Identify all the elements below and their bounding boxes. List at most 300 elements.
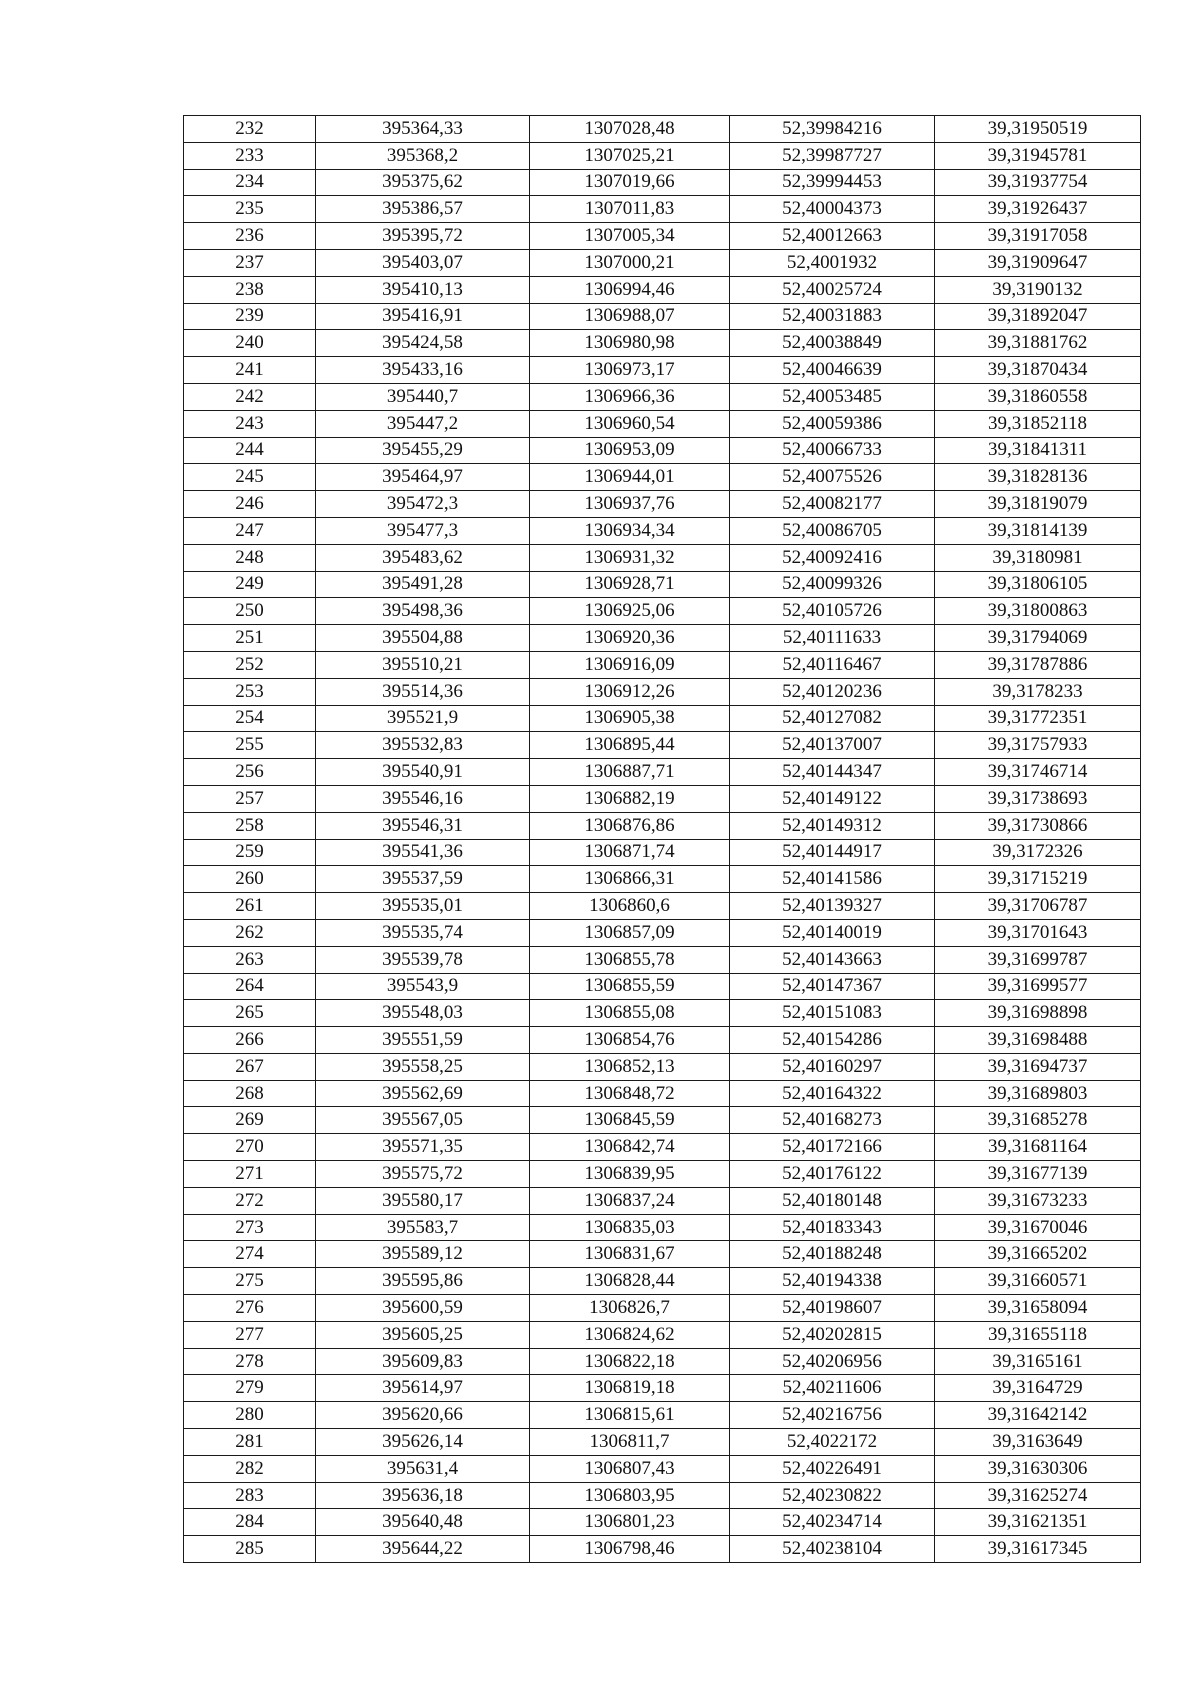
x-coordinate-cell: 395595,86 (316, 1268, 530, 1295)
longitude-cell: 39,31917058 (935, 223, 1141, 250)
latitude-cell: 52,40031883 (730, 303, 935, 330)
latitude-cell: 52,40151083 (730, 1000, 935, 1027)
y-coordinate-cell: 1306831,67 (530, 1241, 730, 1268)
latitude-cell: 52,40053485 (730, 383, 935, 410)
x-coordinate-cell: 395535,74 (316, 919, 530, 946)
longitude-cell: 39,31800863 (935, 598, 1141, 625)
latitude-cell: 52,40025724 (730, 276, 935, 303)
x-coordinate-cell: 395416,91 (316, 303, 530, 330)
y-coordinate-cell: 1306988,07 (530, 303, 730, 330)
point-number-cell: 245 (184, 464, 316, 491)
x-coordinate-cell: 395464,97 (316, 464, 530, 491)
y-coordinate-cell: 1307025,21 (530, 142, 730, 169)
x-coordinate-cell: 395521,9 (316, 705, 530, 732)
latitude-cell: 52,40160297 (730, 1053, 935, 1080)
y-coordinate-cell: 1306837,24 (530, 1187, 730, 1214)
point-number-cell: 284 (184, 1509, 316, 1536)
table-row (184, 1455, 1141, 1482)
point-number-cell: 249 (184, 571, 316, 598)
y-coordinate-cell: 1306803,95 (530, 1482, 730, 1509)
x-coordinate-cell: 395424,58 (316, 330, 530, 357)
longitude-cell: 39,31698898 (935, 1000, 1141, 1027)
table-row (184, 1429, 1141, 1456)
table-row (184, 1000, 1141, 1027)
longitude-cell: 39,31630306 (935, 1455, 1141, 1482)
longitude-cell: 39,31841311 (935, 437, 1141, 464)
x-coordinate-cell: 395498,36 (316, 598, 530, 625)
table-row (184, 1295, 1141, 1322)
latitude-cell: 52,40139327 (730, 893, 935, 920)
table-row (184, 249, 1141, 276)
y-coordinate-cell: 1306811,7 (530, 1429, 730, 1456)
latitude-cell: 52,40211606 (730, 1375, 935, 1402)
point-number-cell: 275 (184, 1268, 316, 1295)
latitude-cell: 52,39987727 (730, 142, 935, 169)
longitude-cell: 39,31685278 (935, 1107, 1141, 1134)
table-row (184, 1214, 1141, 1241)
table-row (184, 651, 1141, 678)
x-coordinate-cell: 395364,33 (316, 116, 530, 143)
x-coordinate-cell: 395567,05 (316, 1107, 530, 1134)
latitude-cell: 52,40147367 (730, 973, 935, 1000)
latitude-cell: 52,40046639 (730, 357, 935, 384)
table-row (184, 1348, 1141, 1375)
longitude-cell: 39,31860558 (935, 383, 1141, 410)
latitude-cell: 52,40154286 (730, 1027, 935, 1054)
y-coordinate-cell: 1306944,01 (530, 464, 730, 491)
y-coordinate-cell: 1306819,18 (530, 1375, 730, 1402)
y-coordinate-cell: 1306839,95 (530, 1161, 730, 1188)
point-number-cell: 261 (184, 893, 316, 920)
table-row (184, 732, 1141, 759)
y-coordinate-cell: 1306966,36 (530, 383, 730, 410)
table-row (184, 1080, 1141, 1107)
point-number-cell: 247 (184, 517, 316, 544)
latitude-cell: 52,40004373 (730, 196, 935, 223)
y-coordinate-cell: 1306835,03 (530, 1214, 730, 1241)
longitude-cell: 39,31694737 (935, 1053, 1141, 1080)
longitude-cell: 39,31655118 (935, 1321, 1141, 1348)
y-coordinate-cell: 1306876,86 (530, 812, 730, 839)
longitude-cell: 39,31677139 (935, 1161, 1141, 1188)
x-coordinate-cell: 395440,7 (316, 383, 530, 410)
table-row (184, 383, 1141, 410)
latitude-cell: 52,40137007 (730, 732, 935, 759)
y-coordinate-cell: 1306887,71 (530, 759, 730, 786)
x-coordinate-cell: 395447,2 (316, 410, 530, 437)
x-coordinate-cell: 395510,21 (316, 651, 530, 678)
point-number-cell: 234 (184, 169, 316, 196)
x-coordinate-cell: 395375,62 (316, 169, 530, 196)
longitude-cell: 39,31819079 (935, 491, 1141, 518)
longitude-cell: 39,31699787 (935, 946, 1141, 973)
table-row (184, 517, 1141, 544)
point-number-cell: 260 (184, 866, 316, 893)
point-number-cell: 241 (184, 357, 316, 384)
latitude-cell: 52,39994453 (730, 169, 935, 196)
x-coordinate-cell: 395575,72 (316, 1161, 530, 1188)
latitude-cell: 52,40202815 (730, 1321, 935, 1348)
longitude-cell: 39,31828136 (935, 464, 1141, 491)
latitude-cell: 52,40116467 (730, 651, 935, 678)
table-row (184, 973, 1141, 1000)
latitude-cell: 52,39984216 (730, 116, 935, 143)
longitude-cell: 39,31814139 (935, 517, 1141, 544)
table-row (184, 1402, 1141, 1429)
y-coordinate-cell: 1306920,36 (530, 625, 730, 652)
latitude-cell: 52,40092416 (730, 544, 935, 571)
point-number-cell: 273 (184, 1214, 316, 1241)
point-number-cell: 258 (184, 812, 316, 839)
longitude-cell: 39,31670046 (935, 1214, 1141, 1241)
table-row (184, 946, 1141, 973)
longitude-cell: 39,31926437 (935, 196, 1141, 223)
table-row (184, 1161, 1141, 1188)
longitude-cell: 39,31698488 (935, 1027, 1141, 1054)
table-row (184, 116, 1141, 143)
point-number-cell: 244 (184, 437, 316, 464)
x-coordinate-cell: 395631,4 (316, 1455, 530, 1482)
table-row (184, 1482, 1141, 1509)
longitude-cell: 39,31794069 (935, 625, 1141, 652)
y-coordinate-cell: 1306931,32 (530, 544, 730, 571)
x-coordinate-cell: 395535,01 (316, 893, 530, 920)
latitude-cell: 52,40194338 (730, 1268, 935, 1295)
latitude-cell: 52,40168273 (730, 1107, 935, 1134)
table-row (184, 1187, 1141, 1214)
y-coordinate-cell: 1306905,38 (530, 705, 730, 732)
y-coordinate-cell: 1306798,46 (530, 1536, 730, 1563)
point-number-cell: 266 (184, 1027, 316, 1054)
latitude-cell: 52,40038849 (730, 330, 935, 357)
latitude-cell: 52,40206956 (730, 1348, 935, 1375)
x-coordinate-cell: 395644,22 (316, 1536, 530, 1563)
latitude-cell: 52,40143663 (730, 946, 935, 973)
latitude-cell: 52,40172166 (730, 1134, 935, 1161)
point-number-cell: 262 (184, 919, 316, 946)
table-row (184, 303, 1141, 330)
longitude-cell: 39,31660571 (935, 1268, 1141, 1295)
point-number-cell: 251 (184, 625, 316, 652)
latitude-cell: 52,40144917 (730, 839, 935, 866)
x-coordinate-cell: 395558,25 (316, 1053, 530, 1080)
point-number-cell: 278 (184, 1348, 316, 1375)
latitude-cell: 52,40216756 (730, 1402, 935, 1429)
x-coordinate-cell: 395532,83 (316, 732, 530, 759)
y-coordinate-cell: 1306824,62 (530, 1321, 730, 1348)
y-coordinate-cell: 1307019,66 (530, 169, 730, 196)
x-coordinate-cell: 395546,31 (316, 812, 530, 839)
point-number-cell: 236 (184, 223, 316, 250)
longitude-cell: 39,31945781 (935, 142, 1141, 169)
y-coordinate-cell: 1306980,98 (530, 330, 730, 357)
longitude-cell: 39,31706787 (935, 893, 1141, 920)
x-coordinate-cell: 395609,83 (316, 1348, 530, 1375)
latitude-cell: 52,40226491 (730, 1455, 935, 1482)
y-coordinate-cell: 1306916,09 (530, 651, 730, 678)
x-coordinate-cell: 395600,59 (316, 1295, 530, 1322)
y-coordinate-cell: 1306857,09 (530, 919, 730, 946)
point-number-cell: 265 (184, 1000, 316, 1027)
y-coordinate-cell: 1306855,59 (530, 973, 730, 1000)
point-number-cell: 233 (184, 142, 316, 169)
point-number-cell: 254 (184, 705, 316, 732)
y-coordinate-cell: 1307000,21 (530, 249, 730, 276)
y-coordinate-cell: 1306848,72 (530, 1080, 730, 1107)
coordinates-table-body (184, 116, 1141, 1563)
x-coordinate-cell: 395571,35 (316, 1134, 530, 1161)
longitude-cell: 39,31625274 (935, 1482, 1141, 1509)
x-coordinate-cell: 395386,57 (316, 196, 530, 223)
table-row (184, 1241, 1141, 1268)
longitude-cell: 39,31699577 (935, 973, 1141, 1000)
point-number-cell: 255 (184, 732, 316, 759)
table-row (184, 357, 1141, 384)
x-coordinate-cell: 395548,03 (316, 1000, 530, 1027)
table-row (184, 142, 1141, 169)
table-row (184, 893, 1141, 920)
longitude-cell: 39,3165161 (935, 1348, 1141, 1375)
latitude-cell: 52,40183343 (730, 1214, 935, 1241)
longitude-cell: 39,31738693 (935, 785, 1141, 812)
point-number-cell: 264 (184, 973, 316, 1000)
latitude-cell: 52,40059386 (730, 410, 935, 437)
latitude-cell: 52,40127082 (730, 705, 935, 732)
longitude-cell: 39,31909647 (935, 249, 1141, 276)
table-row (184, 866, 1141, 893)
point-number-cell: 259 (184, 839, 316, 866)
x-coordinate-cell: 395620,66 (316, 1402, 530, 1429)
latitude-cell: 52,40180148 (730, 1187, 935, 1214)
longitude-cell: 39,31852118 (935, 410, 1141, 437)
point-number-cell: 283 (184, 1482, 316, 1509)
y-coordinate-cell: 1306960,54 (530, 410, 730, 437)
y-coordinate-cell: 1306934,34 (530, 517, 730, 544)
table-row (184, 196, 1141, 223)
table-row (184, 464, 1141, 491)
y-coordinate-cell: 1306855,08 (530, 1000, 730, 1027)
longitude-cell: 39,3190132 (935, 276, 1141, 303)
coordinates-table (183, 115, 1141, 1563)
longitude-cell: 39,31950519 (935, 116, 1141, 143)
point-number-cell: 239 (184, 303, 316, 330)
y-coordinate-cell: 1306973,17 (530, 357, 730, 384)
table-row (184, 1107, 1141, 1134)
x-coordinate-cell: 395580,17 (316, 1187, 530, 1214)
point-number-cell: 232 (184, 116, 316, 143)
table-row (184, 1268, 1141, 1295)
y-coordinate-cell: 1306854,76 (530, 1027, 730, 1054)
x-coordinate-cell: 395368,2 (316, 142, 530, 169)
x-coordinate-cell: 395540,91 (316, 759, 530, 786)
latitude-cell: 52,40149122 (730, 785, 935, 812)
point-number-cell: 252 (184, 651, 316, 678)
point-number-cell: 272 (184, 1187, 316, 1214)
point-number-cell: 267 (184, 1053, 316, 1080)
latitude-cell: 52,40238104 (730, 1536, 935, 1563)
latitude-cell: 52,40120236 (730, 678, 935, 705)
longitude-cell: 39,3163649 (935, 1429, 1141, 1456)
x-coordinate-cell: 395537,59 (316, 866, 530, 893)
point-number-cell: 246 (184, 491, 316, 518)
y-coordinate-cell: 1306842,74 (530, 1134, 730, 1161)
x-coordinate-cell: 395514,36 (316, 678, 530, 705)
table-row (184, 678, 1141, 705)
longitude-cell: 39,3172326 (935, 839, 1141, 866)
y-coordinate-cell: 1306953,09 (530, 437, 730, 464)
x-coordinate-cell: 395483,62 (316, 544, 530, 571)
table-row (184, 276, 1141, 303)
y-coordinate-cell: 1306807,43 (530, 1455, 730, 1482)
longitude-cell: 39,31892047 (935, 303, 1141, 330)
latitude-cell: 52,40149312 (730, 812, 935, 839)
latitude-cell: 52,40141586 (730, 866, 935, 893)
latitude-cell: 52,40230822 (730, 1482, 935, 1509)
longitude-cell: 39,31701643 (935, 919, 1141, 946)
latitude-cell: 52,40164322 (730, 1080, 935, 1107)
point-number-cell: 237 (184, 249, 316, 276)
y-coordinate-cell: 1306855,78 (530, 946, 730, 973)
latitude-cell: 52,4001932 (730, 249, 935, 276)
point-number-cell: 263 (184, 946, 316, 973)
table-row (184, 1375, 1141, 1402)
longitude-cell: 39,31772351 (935, 705, 1141, 732)
longitude-cell: 39,31665202 (935, 1241, 1141, 1268)
point-number-cell: 282 (184, 1455, 316, 1482)
y-coordinate-cell: 1306925,06 (530, 598, 730, 625)
longitude-cell: 39,31787886 (935, 651, 1141, 678)
x-coordinate-cell: 395546,16 (316, 785, 530, 812)
x-coordinate-cell: 395640,48 (316, 1509, 530, 1536)
latitude-cell: 52,40012663 (730, 223, 935, 250)
table-row (184, 1134, 1141, 1161)
y-coordinate-cell: 1306828,44 (530, 1268, 730, 1295)
x-coordinate-cell: 395433,16 (316, 357, 530, 384)
point-number-cell: 271 (184, 1161, 316, 1188)
table-row (184, 1321, 1141, 1348)
latitude-cell: 52,40082177 (730, 491, 935, 518)
x-coordinate-cell: 395541,36 (316, 839, 530, 866)
y-coordinate-cell: 1306822,18 (530, 1348, 730, 1375)
longitude-cell: 39,31673233 (935, 1187, 1141, 1214)
x-coordinate-cell: 395395,72 (316, 223, 530, 250)
x-coordinate-cell: 395636,18 (316, 1482, 530, 1509)
latitude-cell: 52,40176122 (730, 1161, 935, 1188)
y-coordinate-cell: 1307011,83 (530, 196, 730, 223)
x-coordinate-cell: 395562,69 (316, 1080, 530, 1107)
x-coordinate-cell: 395543,9 (316, 973, 530, 1000)
x-coordinate-cell: 395589,12 (316, 1241, 530, 1268)
point-number-cell: 269 (184, 1107, 316, 1134)
longitude-cell: 39,31757933 (935, 732, 1141, 759)
longitude-cell: 39,31806105 (935, 571, 1141, 598)
point-number-cell: 238 (184, 276, 316, 303)
y-coordinate-cell: 1306882,19 (530, 785, 730, 812)
point-number-cell: 256 (184, 759, 316, 786)
point-number-cell: 280 (184, 1402, 316, 1429)
table-row (184, 785, 1141, 812)
longitude-cell: 39,31617345 (935, 1536, 1141, 1563)
latitude-cell: 52,40075526 (730, 464, 935, 491)
point-number-cell: 274 (184, 1241, 316, 1268)
y-coordinate-cell: 1306895,44 (530, 732, 730, 759)
y-coordinate-cell: 1306866,31 (530, 866, 730, 893)
point-number-cell: 268 (184, 1080, 316, 1107)
point-number-cell: 243 (184, 410, 316, 437)
latitude-cell: 52,40140019 (730, 919, 935, 946)
y-coordinate-cell: 1307028,48 (530, 116, 730, 143)
x-coordinate-cell: 395504,88 (316, 625, 530, 652)
x-coordinate-cell: 395605,25 (316, 1321, 530, 1348)
y-coordinate-cell: 1306815,61 (530, 1402, 730, 1429)
table-row (184, 812, 1141, 839)
latitude-cell: 52,40198607 (730, 1295, 935, 1322)
longitude-cell: 39,31621351 (935, 1509, 1141, 1536)
table-row (184, 437, 1141, 464)
longitude-cell: 39,31730866 (935, 812, 1141, 839)
y-coordinate-cell: 1306826,7 (530, 1295, 730, 1322)
longitude-cell: 39,3178233 (935, 678, 1141, 705)
table-row (184, 1509, 1141, 1536)
table-row (184, 169, 1141, 196)
x-coordinate-cell: 395403,07 (316, 249, 530, 276)
table-row (184, 223, 1141, 250)
latitude-cell: 52,40144347 (730, 759, 935, 786)
y-coordinate-cell: 1306871,74 (530, 839, 730, 866)
table-row (184, 1536, 1141, 1563)
y-coordinate-cell: 1306928,71 (530, 571, 730, 598)
latitude-cell: 52,40188248 (730, 1241, 935, 1268)
y-coordinate-cell: 1306860,6 (530, 893, 730, 920)
table-row (184, 571, 1141, 598)
x-coordinate-cell: 395614,97 (316, 1375, 530, 1402)
table-row (184, 759, 1141, 786)
table-row (184, 705, 1141, 732)
point-number-cell: 235 (184, 196, 316, 223)
latitude-cell: 52,40099326 (730, 571, 935, 598)
latitude-cell: 52,40105726 (730, 598, 935, 625)
latitude-cell: 52,4022172 (730, 1429, 935, 1456)
latitude-cell: 52,40086705 (730, 517, 935, 544)
point-number-cell: 242 (184, 383, 316, 410)
x-coordinate-cell: 395539,78 (316, 946, 530, 973)
table-row (184, 839, 1141, 866)
point-number-cell: 240 (184, 330, 316, 357)
x-coordinate-cell: 395455,29 (316, 437, 530, 464)
longitude-cell: 39,31937754 (935, 169, 1141, 196)
latitude-cell: 52,40111633 (730, 625, 935, 652)
x-coordinate-cell: 395410,13 (316, 276, 530, 303)
y-coordinate-cell: 1306852,13 (530, 1053, 730, 1080)
x-coordinate-cell: 395477,3 (316, 517, 530, 544)
latitude-cell: 52,40066733 (730, 437, 935, 464)
longitude-cell: 39,31881762 (935, 330, 1141, 357)
point-number-cell: 257 (184, 785, 316, 812)
longitude-cell: 39,31715219 (935, 866, 1141, 893)
table-row (184, 491, 1141, 518)
x-coordinate-cell: 395583,7 (316, 1214, 530, 1241)
latitude-cell: 52,40234714 (730, 1509, 935, 1536)
table-row (184, 544, 1141, 571)
x-coordinate-cell: 395472,3 (316, 491, 530, 518)
x-coordinate-cell: 395551,59 (316, 1027, 530, 1054)
point-number-cell: 279 (184, 1375, 316, 1402)
longitude-cell: 39,31642142 (935, 1402, 1141, 1429)
point-number-cell: 277 (184, 1321, 316, 1348)
y-coordinate-cell: 1307005,34 (530, 223, 730, 250)
longitude-cell: 39,3180981 (935, 544, 1141, 571)
table-row (184, 625, 1141, 652)
